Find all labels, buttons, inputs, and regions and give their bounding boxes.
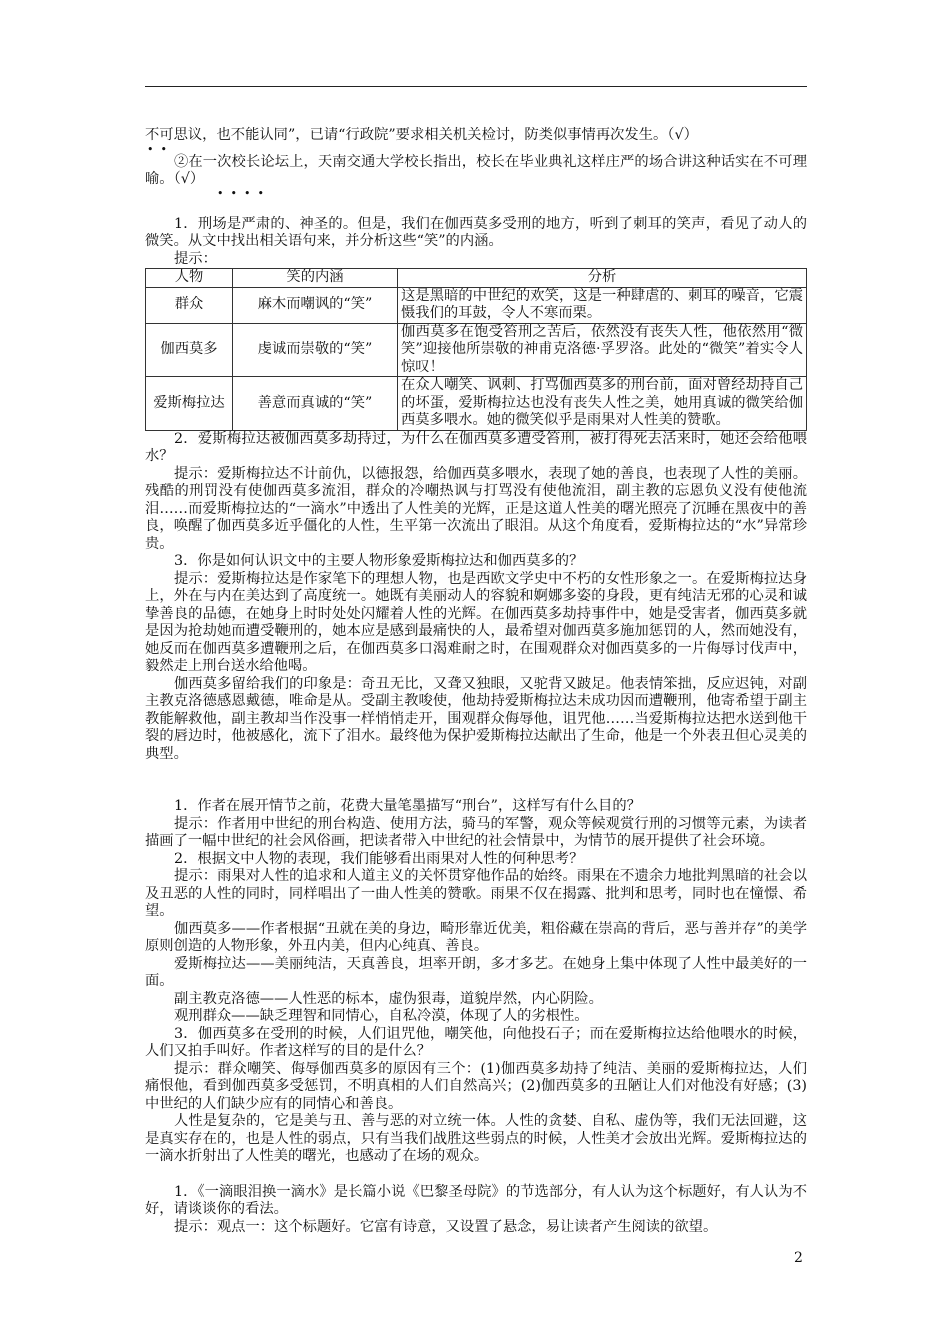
smile-analysis-table [145,268,807,431]
answer: 提示：群众嘲笑、侮辱伽西莫多的原因有三个：(1)伽西莫多劫持了纯洁、美丽的爱斯梅拉达，人们痛恨他，看到伽西莫多受惩罚，不明真相的人们自然高兴；(2)伽西莫多的丑陋让人们对他没有好感；(3)中世纪的人们缺少应有的同情心和善良。 [145,1060,807,1112]
table-header-row [146,269,807,288]
question: 2．爱斯梅拉达被伽西莫多劫持过，为什么在伽西莫多遭受笞刑，被打得死去活来时，她还会给他喂水？ [145,430,807,464]
text-line: ②在一次校长论坛上，天南交通大学校长指出，校长在毕业典礼这样庄严的场合讲这种话实在不可理喻。（√） [145,153,807,187]
answer: 提示：爱斯梅拉达是作家笔下的理想人物，也是西欧文学史中不朽的女性形象之一。在爱斯梅拉达身上，外在与内在美达到了高度统一。她既有美丽动人的容貌和婀娜多姿的身段，更有纯洁无邪的心灵和诚挚善良的品德，在她身上时时处处闪耀着人性的光辉。在伽西莫多劫持事件中，她是受害者，伽西莫多就是因为抢劫她而遭受鞭刑的，她本应是感到最痛快的人，最希望对伽西莫多施加惩罚的人，然而她没有，她反而在伽西莫多遭鞭刑之后，在伽西莫多口渴难耐之时，在围观群众对伽西莫多的一片侮辱讨伐声中，毅然走上刑台送水给他喝。 [145,570,807,674]
table-cell: 麻木而嘲讽的“笑” [233,287,398,323]
table-header: 分析 [398,269,807,288]
page-number: 2 [794,1250,803,1266]
emphasis-dots: • • [147,142,167,156]
table-cell: 虔诚而崇敬的“笑” [233,323,398,377]
table-row [146,377,807,431]
table-cell: 群众 [146,287,233,323]
table-cell: 这是黑暗的中世纪的欢笑，这是一种肆虐的、刺耳的噪音，它震慑我们的耳鼓，令人不寒而栗。 [398,287,807,323]
spacer [145,1166,807,1184]
answer: 人性是复杂的，它是美与丑、善与恶的对立统一体。人性的贪婪、自私、虚伪等，我们无法回避，这是真实存在的，也是人性的弱点，只有当我们战胜这些弱点的时候，人性美才会放出光辉。爱斯梅拉达的一滴水折射出了人性美的曙光，也感动了在场的观众。 [145,1113,807,1164]
table-header: 笑的内涵 [233,269,398,288]
table-cell: 伽西莫多 [146,323,233,377]
question: 3．伽西莫多在受刑的时候，人们诅咒他，嘲笑他，向他投石子；而在爱斯梅拉达给他喂水的时候，人们又拍手叫好。作者这样写的目的是什么？ [145,1025,807,1059]
spacer [145,198,807,216]
answer: 伽西莫多留给我们的印象是：奇丑无比，又聋又独眼，又驼背又跛足。他表情笨拙，反应迟钝，对副主教克洛德感恩戴德，唯命是从。受副主教唆使，他劫持爱斯梅拉达未成功因而遭鞭刑，他寄希望于副主教能解救他，副主教却当作没事一样悄悄走开，围观群众侮辱他，诅咒他……当爱斯梅拉达把水送到他干裂的唇边时，他被感化，流下了泪水。最终他为保护爱斯梅拉达献出了生命，他是一个外表丑但心灵美的典型。 [145,675,807,762]
table-cell: 爱斯梅拉达 [146,377,233,431]
table-cell: 在众人嘲笑、讽刺、打骂伽西莫多的刑台前，面对曾经劫持自己的坏蛋，爱斯梅拉达也没有丧失人性之美，她用真诚的微笑给伽西莫多喂水。她的微笑似乎是雨果对人性美的赞歌。 [398,377,807,431]
hint-label: 提示： [174,250,217,267]
table-row [146,287,807,323]
table-cell: 善意而真诚的“笑” [233,377,398,431]
answer: 伽西莫多——作者根据“丑就在美的身边，畸形靠近优美，粗俗藏在崇高的背后，恶与善并存”的美学原则创造的人物形象，外丑内美，但内心纯真、善良。 [145,920,807,954]
spacer [145,763,807,798]
answer: 爱斯梅拉达——美丽纯洁，天真善良，坦率开朗，多才多艺。在她身上集中体现了人性中最美好的一面。 [145,955,807,989]
header-rule [145,86,807,87]
question: 1．刑场是严肃的、神圣的。但是，我们在伽西莫多受刑的地方，听到了刺耳的笑声，看见了动人的微笑。从文中找出相关语句来，并分析这些“笑”的内涵。 [145,215,807,249]
question: 1．作者在展开情节之前，花费大量笔墨描写“刑台”，这样写有什么目的？ [174,798,641,814]
answer: 提示：观点一：这个标题好。它富有诗意，又设置了悬念，易让读者产生阅读的欲望。 [174,1218,718,1235]
question: 1．《一滴眼泪换一滴水》是长篇小说《巴黎圣母院》的节选部分，有人认为这个标题好，有人认为不好，请谈谈你的看法。 [145,1183,807,1217]
answer: 提示：作者用中世纪的刑台构造、使用方法，骑马的军警，观众等候观赏行刑的习惯等元素，为读者描画了一幅中世纪的社会风俗画，把读者带入中世纪的社会情景中，为情节的展开提供了社会环境。 [145,815,807,849]
question: 2．根据文中人物的表现，我们能够看出雨果对人性的何种思考？ [174,850,584,867]
answer: 提示：爱斯梅拉达不计前仇，以德报怨，给伽西莫多喂水，表现了她的善良，也表现了人性的美丽。残酷的刑罚没有使伽西莫多流泪，群众的冷嘲热讽与打骂没有使他流泪，副主教的忘恩负义没有使他流泪……而爱斯梅拉达的“一滴水”中透出了人性美的光辉，正是这道人性美的曙光照亮了沉睡在黑夜中的善良，唤醒了伽西莫多近乎僵化的人性，生平第一次流出了眼泪。从这个角度看，爱斯梅拉达的“水”异常珍贵。 [145,465,807,552]
table-header: 人物 [146,269,233,288]
answer: 提示：雨果对人性的追求和人道主义的关怀贯穿他作品的始终。雨果在不遗余力地批判黑暗的社会以及丑恶的人性的同时，同样唱出了一曲人性美的赞歌。雨果不仅在揭露、批判和思考，同时也在憧憬、希望。 [145,868,807,919]
table-cell: 伽西莫多在饱受笞刑之苦后，依然没有丧失人性，他依然用“微笑”迎接他所崇敬的神甫克洛德·孚罗洛。此处的“微笑”着实令人惊叹！ [398,323,807,377]
emphasis-dots: • • • • [217,186,264,200]
answer: 副主教克洛德——人性恶的标本，虚伪狠毒，道貌岸然，内心阴险。 [174,990,603,1007]
page-body [145,127,807,1236]
answer: 观刑群众——缺乏理智和同情心，自私冷漠，体现了人的劣根性。 [174,1008,589,1024]
table-row [146,323,807,377]
text-line: 不可思议，也不能认同”，已请“行政院”要求相关机关检讨，防类似事情再次发生。（√） [145,127,698,143]
question: 3．你是如何认识文中的主要人物形象爱斯梅拉达和伽西莫多的？ [174,553,584,569]
